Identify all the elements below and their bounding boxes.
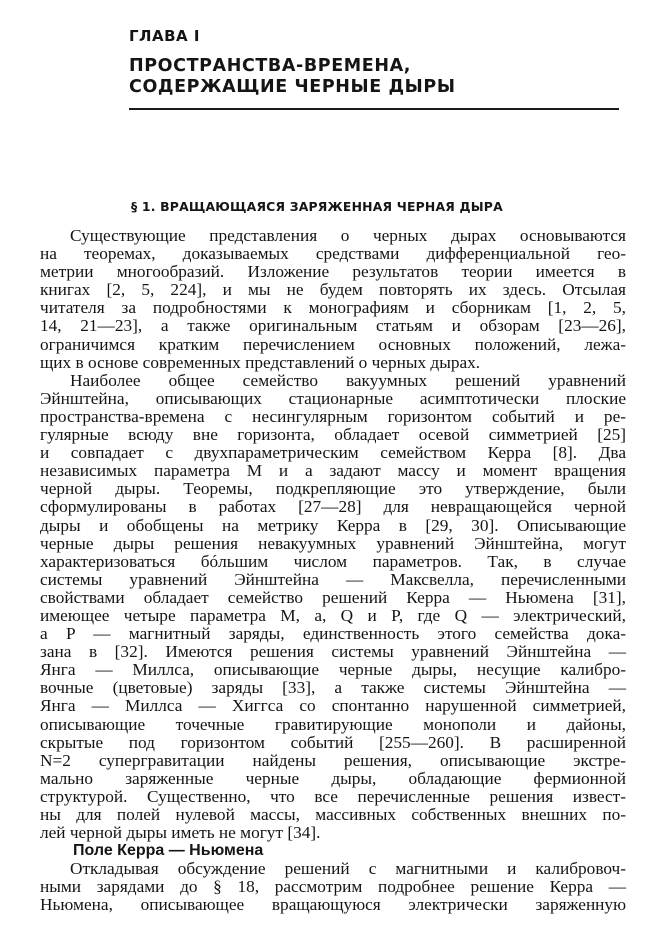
paragraph-line: а P — магнитный заряды, единственность этого семейства дока- <box>40 624 626 644</box>
paragraph-line: и совпадает с двухпараметрическим семейством Керра [8]. Два <box>40 443 626 463</box>
paragraph-line: Существующие представления о черных дырах основываются <box>70 226 626 245</box>
chapter-divider <box>129 108 619 110</box>
paragraph-line: черной дыры. Теоремы, подкрепляющие это утверждение, были <box>40 479 626 499</box>
paragraph-line: Откладывая обсуждение решений с магнитными и калибровоч- <box>70 859 626 879</box>
paragraph-line: Янга — Миллса — Хиггса со спонтанно нарушенной симметрией, <box>40 696 626 716</box>
paragraph-line: скрытые под горизонтом событий [255—260]. В расширенной <box>40 732 626 752</box>
paragraph-line: Янга — Миллса, описывающие черные дыры, несущие калибро- <box>40 660 626 680</box>
paragraph-line: имеющее четыре параметра M, a, Q и P, где Q — электрический, <box>40 605 626 625</box>
subsection-heading: Поле Керра — Ньюмена <box>73 842 264 860</box>
chapter-title-line: СОДЕРЖАЩИЕ ЧЕРНЫЕ ДЫРЫ <box>129 77 456 97</box>
paragraph-line: описывающие точечные гравитирующие монополи и дайоны, <box>40 714 626 734</box>
paragraph-line: читателя за подробностями к монографиям и сборникам [1, 2, 5, <box>40 298 626 318</box>
paragraph-line: Ньюмена, описывающее вращающуюся электрически заряженную <box>40 895 626 915</box>
paragraph-line: метрии многообразий. Изложение результатов теории имеется в <box>40 262 626 282</box>
paragraph-line: книгах [2, 5, 224], и мы не будем повторять их здесь. Отсылая <box>40 280 626 300</box>
paragraph-line: 14, 21—23], а также оригинальным статьям и обзорам [23—26], <box>40 316 626 336</box>
paragraph-line: ны для полей нулевой массы, массивных собственных внешних по- <box>40 805 626 824</box>
paragraph-line: Эйнштейна, описывающих стационарные асимптотически плоские <box>40 388 626 408</box>
paragraph-line: структурой. Существенно, что все перечисленные решения извест- <box>40 786 626 806</box>
paragraph-line: сформулированы в работах [27—28] для невращающейся черной <box>40 497 626 517</box>
paragraph-line: щих в основе современных представлений о черных дырах. <box>40 352 481 372</box>
paragraph-line: ограничимся кратким перечислением основных положений, лежа- <box>40 334 626 354</box>
paragraph-line: лей черной дыры иметь не могут [34]. <box>40 823 321 843</box>
paragraph-line: пространства-времена с несингулярным горизонтом событий и ре- <box>40 406 626 426</box>
section-heading: § 1. ВРАЩАЮЩАЯСЯ ЗАРЯЖЕННАЯ ЧЕРНАЯ ДЫРА <box>131 199 503 214</box>
chapter-title <box>129 56 619 98</box>
paragraph-line: ными зарядами до § 18, рассмотрим подробнее решение Керра — <box>40 877 626 897</box>
paragraph-line: черные дыры решения невакуумных уравнений Эйнштейна, могут <box>40 533 626 553</box>
body-text <box>40 227 626 915</box>
paragraph-line: характеризоваться бóльшим числом параметров. Так, в случае <box>40 551 626 571</box>
paragraph-line: мально заряженные черные дыры, обладающие фермионной <box>40 768 626 788</box>
paragraph-line: Наиболее общее семейство вакуумных решений уравнений <box>70 370 626 390</box>
paragraph-line: системы уравнений Эйнштейна — Максвелла, перечисленными <box>40 569 626 589</box>
paragraph-line: на теоремах, доказываемых средствами дифференциальной гео- <box>40 244 626 264</box>
chapter-label: ГЛАВА I <box>129 27 200 45</box>
paragraph-line: N=2 супергравитации найдены решения, описывающие экстре- <box>40 750 626 770</box>
paragraph-line: вочные (цветовые) заряды [33], а также системы Эйнштейна — <box>40 678 626 698</box>
paragraph-line: дыры и обобщены на метрику Керра в [29, 30]. Описывающие <box>40 515 626 535</box>
paragraph-line: независимых параметра M и a задают массу и момент вращения <box>40 461 626 481</box>
paragraph-line: свойствами обладает семейство решений Керра — Ньюмена [31], <box>40 587 626 607</box>
paragraph-line: зана в [32]. Имеются решения системы уравнений Эйнштейна — <box>40 642 626 662</box>
chapter-title-line: ПРОСТРАНСТВА-ВРЕМЕНА, <box>129 56 411 76</box>
paragraph-line: гулярные всюду вне горизонта, обладает осевой симметрией [25] <box>40 425 626 445</box>
